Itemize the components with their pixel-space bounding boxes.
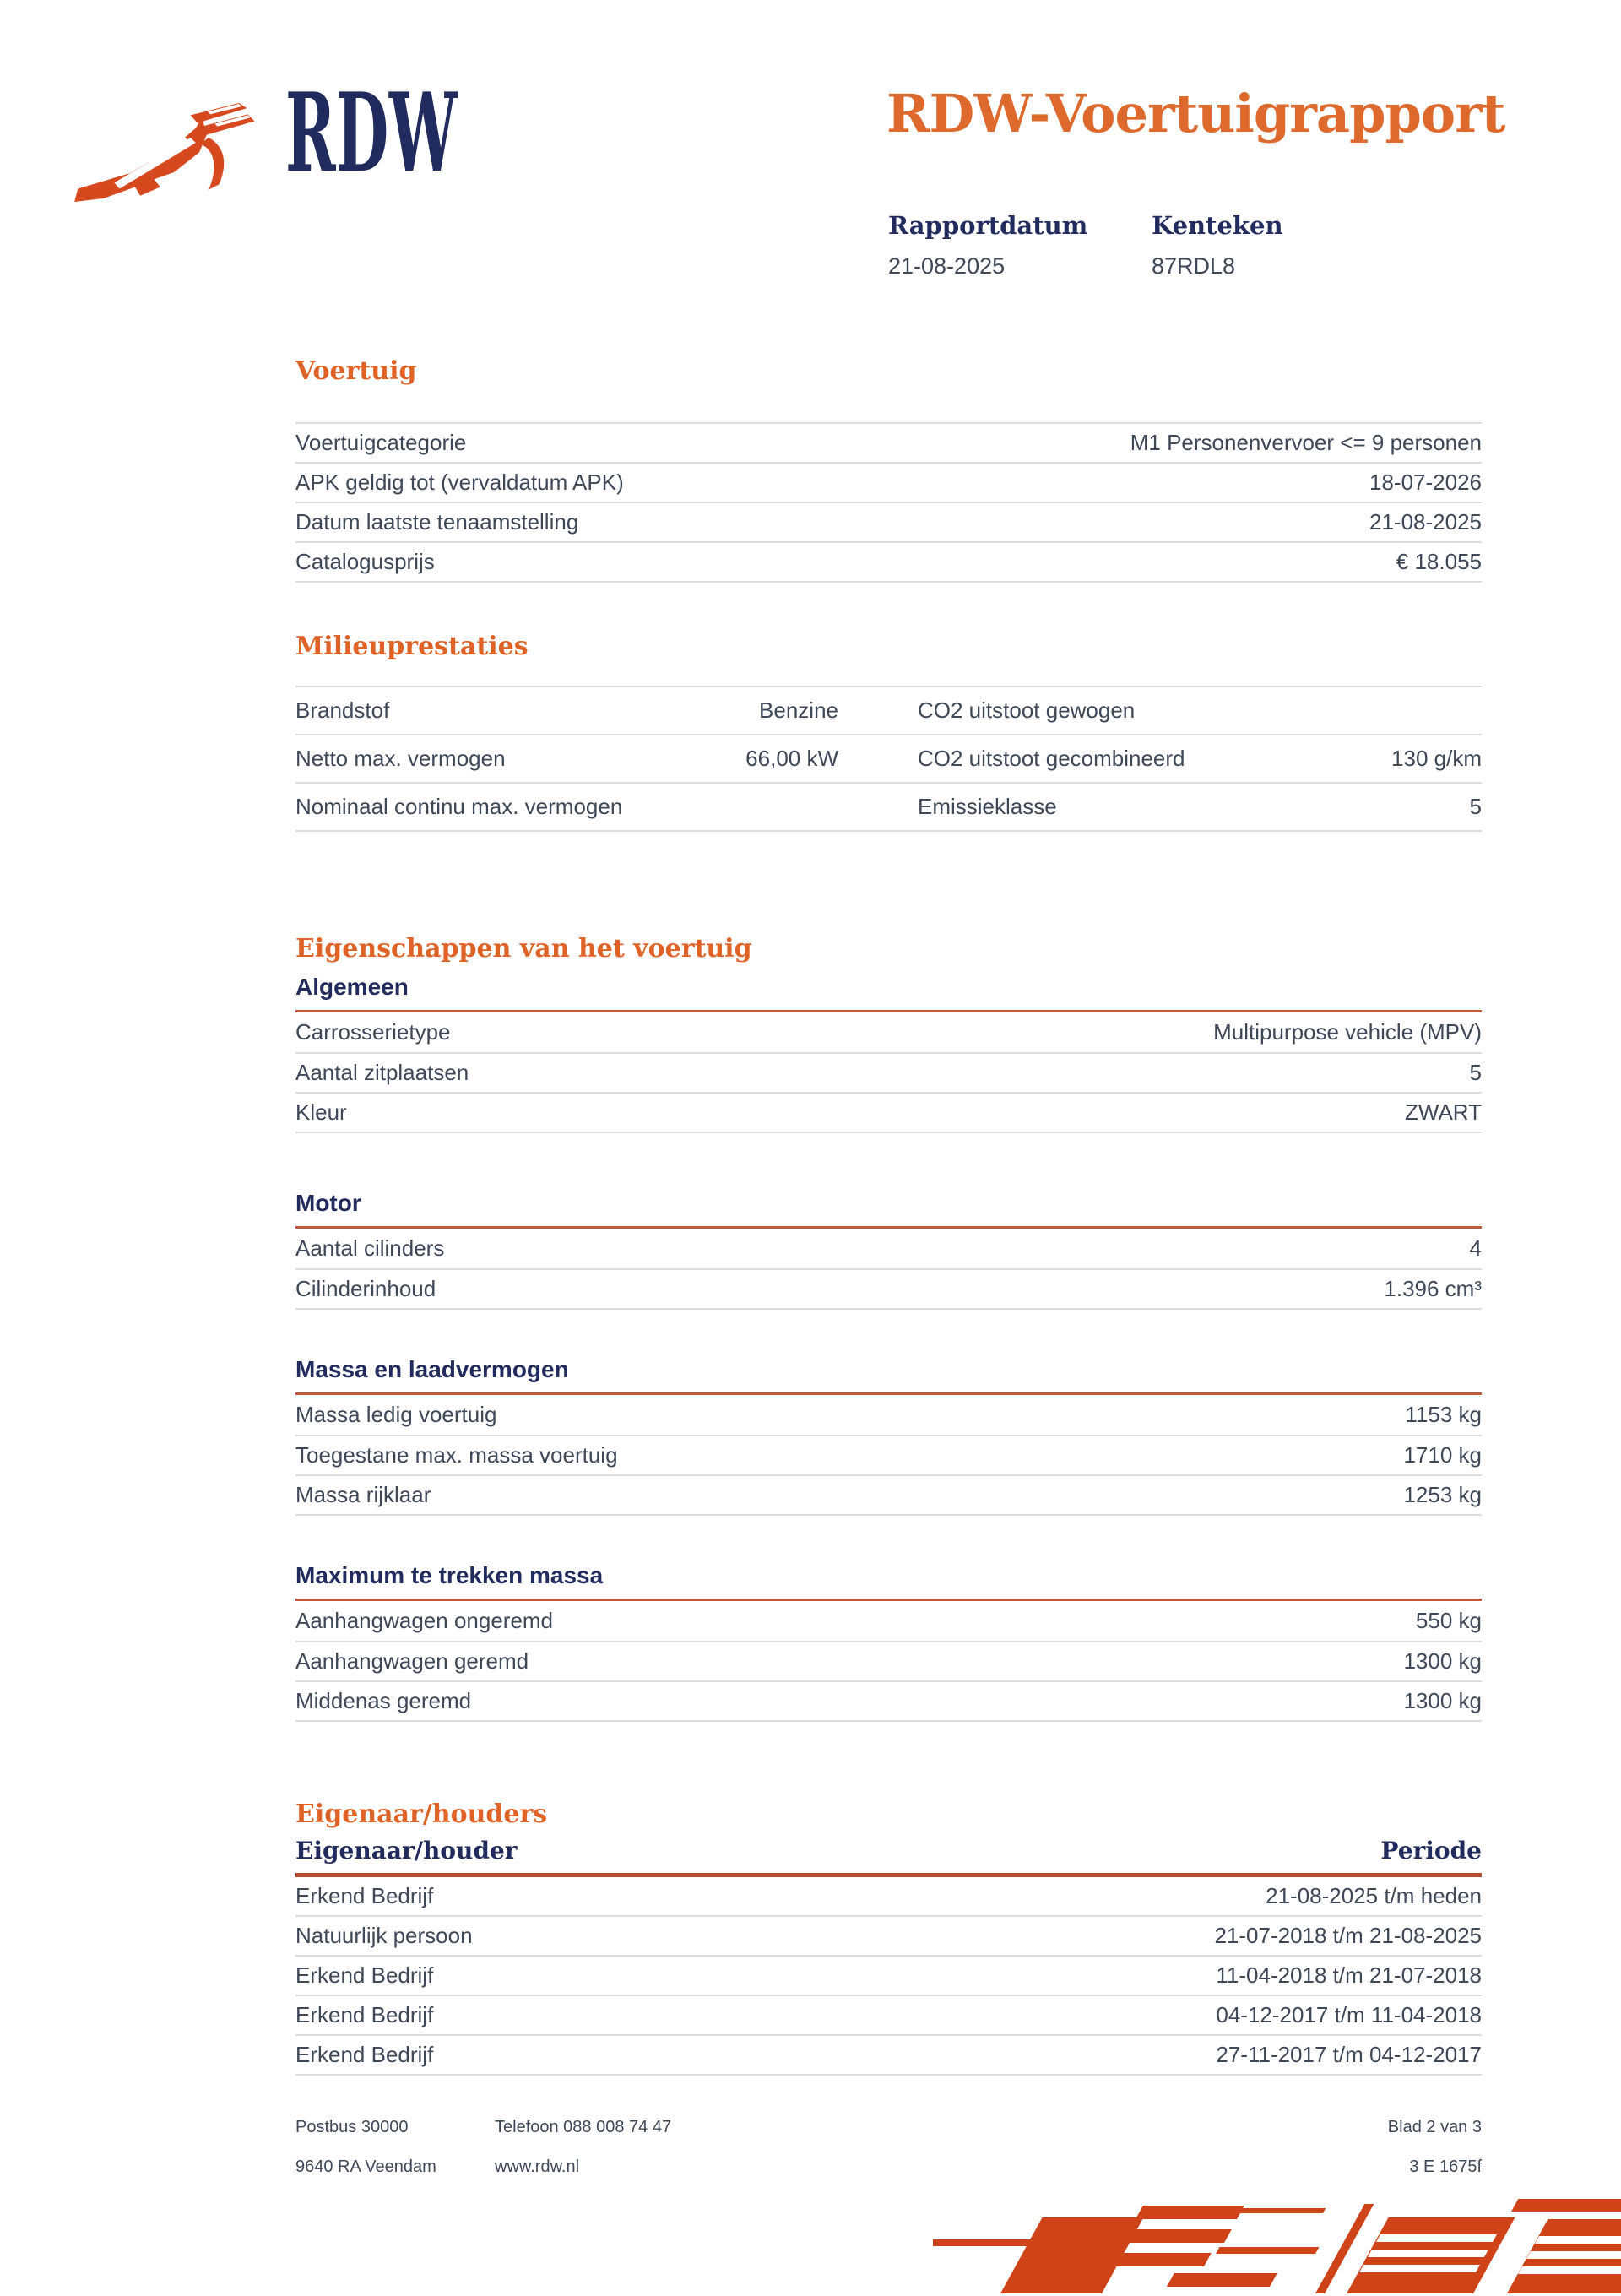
row-value: 66,00 kW xyxy=(745,746,838,771)
column-header-owner: Eigenaar/houder xyxy=(295,1837,518,1864)
section-eigenschappen xyxy=(295,931,1482,1722)
row-label: Aantal zitplaatsen xyxy=(295,1060,469,1085)
row-label: CO2 uitstoot gewogen xyxy=(918,697,1136,723)
subsection-algemeen xyxy=(295,971,1482,1133)
row-label: CO2 uitstoot gecombineerd xyxy=(918,746,1185,771)
row-value: 1153 kg xyxy=(1405,1402,1482,1427)
section-voertuig xyxy=(295,353,1482,583)
report-date-label: Rapportdatum xyxy=(888,211,1088,240)
row-label: Aanhangwagen geremd xyxy=(295,1648,529,1674)
section-title: Eigenschappen van het voertuig xyxy=(295,934,752,963)
row-value: Multipurpose vehicle (MPV) xyxy=(1213,1019,1482,1045)
footer-website: www.rdw.nl xyxy=(495,2158,580,2176)
row-label: Cilinderinhoud xyxy=(295,1276,436,1301)
table-row xyxy=(295,1395,1482,1435)
owner-type: Natuurlijk persoon xyxy=(295,1923,473,1948)
table-row xyxy=(295,1641,1482,1680)
footer-address-line1: Postbus 30000 xyxy=(295,2118,409,2136)
row-label: Aantal cilinders xyxy=(295,1235,445,1261)
rdw-logo-text: RDW xyxy=(285,70,458,197)
row-value: 5 xyxy=(1469,1060,1482,1085)
table-row xyxy=(295,1092,1482,1132)
voertuig-table xyxy=(295,422,1482,583)
row-value: 21-08-2025 xyxy=(1369,509,1482,535)
rdw-logo-feather-icon xyxy=(69,98,268,209)
massa-table xyxy=(295,1395,1482,1516)
subsection-title: Algemeen xyxy=(295,971,1482,1012)
footer-form-code: 3 E 1675f xyxy=(1409,2158,1482,2176)
row-value: ZWART xyxy=(1405,1099,1482,1125)
section-title: Eigenaar/houders xyxy=(295,1799,548,1829)
owner-type: Erkend Bedrijf xyxy=(295,2042,434,2067)
subsection-trekken xyxy=(295,1560,1482,1722)
table-row xyxy=(295,1877,1482,1917)
table-row xyxy=(295,734,1482,782)
footer-address-line2: 9640 RA Veendam xyxy=(295,2158,436,2176)
table-row xyxy=(295,1435,1482,1474)
row-label: Massa rijklaar xyxy=(295,1482,431,1507)
row-value: 1.396 cm³ xyxy=(1384,1276,1482,1301)
license-plate-value: 87RDL8 xyxy=(1152,253,1236,279)
table-row xyxy=(295,1052,1482,1092)
row-label: Middenas geremd xyxy=(295,1688,472,1713)
row-value: Benzine xyxy=(759,697,838,723)
subsection-title: Motor xyxy=(295,1187,1482,1229)
table-row xyxy=(295,2036,1482,2076)
page-footer xyxy=(295,2118,1482,2177)
row-label: Netto max. vermogen xyxy=(295,746,506,771)
row-value: 550 kg xyxy=(1415,1608,1482,1633)
row-value: 4 xyxy=(1469,1235,1482,1261)
row-label: Datum laatste tenaamstelling xyxy=(295,509,579,535)
section-eigenaar-houders xyxy=(295,1796,1482,2076)
subsection-title: Massa en laadvermogen xyxy=(295,1354,1482,1395)
motor-table xyxy=(295,1229,1482,1310)
algemeen-table xyxy=(295,1012,1482,1133)
row-label: Voertuigcategorie xyxy=(295,430,467,455)
table-row xyxy=(295,1012,1482,1052)
table-row xyxy=(295,1917,1482,1957)
table-row xyxy=(295,1229,1482,1268)
subsection-motor xyxy=(295,1187,1482,1310)
row-label: Kleur xyxy=(295,1099,347,1125)
owner-period: 04-12-2017 t/m 11-04-2018 xyxy=(1216,2002,1482,2027)
row-value: M1 Personenvervoer <= 9 personen xyxy=(1130,430,1482,455)
owner-type: Erkend Bedrijf xyxy=(295,1883,434,1908)
footer-phone: Telefoon 088 008 74 47 xyxy=(495,2118,672,2136)
table-row xyxy=(295,422,1482,462)
rdw-stripes-graphic-icon xyxy=(920,2199,1621,2296)
table-row xyxy=(295,782,1482,830)
row-label: Toegestane max. massa voertuig xyxy=(295,1442,618,1468)
row-value: 5 xyxy=(1469,794,1482,819)
row-label: Massa ledig voertuig xyxy=(295,1402,497,1427)
table-row xyxy=(295,1680,1482,1720)
row-label: APK geldig tot (vervaldatum APK) xyxy=(295,470,624,495)
row-value: 1253 kg xyxy=(1403,1482,1482,1507)
row-label: Brandstof xyxy=(295,697,390,723)
owner-period: 21-08-2025 t/m heden xyxy=(1266,1883,1482,1908)
section-milieuprestaties xyxy=(295,628,1482,832)
report-date-value: 21-08-2025 xyxy=(888,253,1006,279)
subsection-massa xyxy=(295,1354,1482,1516)
owner-table xyxy=(295,1877,1482,2076)
row-label: Nominaal continu max. vermogen xyxy=(295,794,623,819)
section-title: Voertuig xyxy=(295,356,417,386)
owner-type: Erkend Bedrijf xyxy=(295,2002,434,2027)
trekken-table xyxy=(295,1601,1482,1722)
section-title: Milieuprestaties xyxy=(295,632,529,661)
table-row xyxy=(295,541,1482,581)
table-row xyxy=(295,1268,1482,1308)
table-row xyxy=(295,1957,1482,1996)
owner-period: 21-07-2018 t/m 21-08-2025 xyxy=(1214,1923,1482,1948)
report-body xyxy=(295,0,1482,2177)
row-value: 18-07-2026 xyxy=(1369,470,1482,495)
owner-table-header xyxy=(295,1837,1482,1877)
row-value: 1300 kg xyxy=(1403,1648,1482,1674)
page-title: RDW-Voertuigrapport xyxy=(886,83,1505,144)
owner-type: Erkend Bedrijf xyxy=(295,1962,434,1988)
table-row xyxy=(295,502,1482,541)
table-row xyxy=(295,462,1482,502)
footer-page-indicator: Blad 2 van 3 xyxy=(1387,2118,1482,2136)
license-plate-label: Kenteken xyxy=(1152,211,1283,240)
row-value: 1710 kg xyxy=(1403,1442,1482,1468)
row-value: 1300 kg xyxy=(1403,1688,1482,1713)
row-label: Carrosserietype xyxy=(295,1019,451,1045)
row-label: Aanhangwagen ongeremd xyxy=(295,1608,554,1633)
owner-period: 11-04-2018 t/m 21-07-2018 xyxy=(1216,1962,1482,1988)
milieu-table xyxy=(295,686,1482,832)
row-value: € 18.055 xyxy=(1396,549,1482,574)
owner-period: 27-11-2017 t/m 04-12-2017 xyxy=(1216,2042,1482,2067)
table-row xyxy=(295,686,1482,734)
table-row xyxy=(295,1474,1482,1514)
column-header-period: Periode xyxy=(1380,1837,1482,1864)
row-label: Emissieklasse xyxy=(918,794,1057,819)
subsection-title: Maximum te trekken massa xyxy=(295,1560,1482,1601)
row-label: Catalogusprijs xyxy=(295,549,435,574)
row-value: 130 g/km xyxy=(1391,746,1482,771)
table-row xyxy=(295,1996,1482,2036)
table-row xyxy=(295,1601,1482,1641)
